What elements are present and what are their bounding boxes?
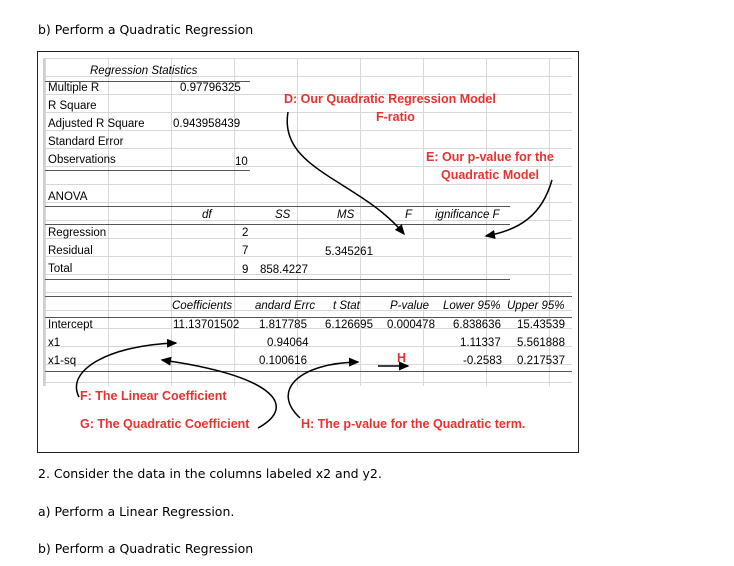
- coef-p: 0.000478: [387, 319, 435, 331]
- anova-row-label: Total: [48, 263, 73, 275]
- heading-top: b) Perform a Quadratic Regression: [38, 22, 254, 37]
- arrow-d: [287, 112, 404, 234]
- regression-stats-title: Regression Statistics: [90, 65, 198, 77]
- stat-label: Standard Error: [48, 136, 124, 148]
- annotation-d-line1: D: Our Quadratic Regression Model: [284, 92, 496, 106]
- annotation-d-line2: F-ratio: [376, 110, 415, 124]
- arrow-g: [162, 360, 276, 428]
- anova-df: 7: [242, 245, 249, 257]
- coef-header: t Stat: [333, 300, 360, 312]
- question-2: 2. Consider the data in the columns labeled x2 and y2.: [38, 466, 382, 481]
- coef-lower: -0.2583: [463, 355, 503, 367]
- anova-header-ss: SS: [275, 209, 291, 221]
- coef-upper: 0.217537: [517, 355, 565, 367]
- annotation-g-label: G: The Quadratic Coefficient: [80, 417, 250, 431]
- anova-header-ms: MS: [337, 209, 355, 221]
- coef-t: 6.126695: [325, 319, 373, 331]
- coef-upper: 15.43539: [517, 319, 565, 331]
- stat-label: Adjusted R Square: [48, 118, 145, 130]
- arrow-h-left: [288, 362, 358, 418]
- anova-title: ANOVA: [48, 191, 88, 203]
- arrow-e: [486, 180, 552, 236]
- arrow-f: [76, 343, 176, 397]
- annotation-e-line1: E: Our p-value for the: [426, 150, 554, 164]
- coef-value: 11.13701502: [173, 319, 240, 331]
- coef-header: Upper 95%: [507, 300, 565, 312]
- coef-row-label: x1: [48, 337, 61, 349]
- coef-header: P-value: [390, 300, 429, 312]
- anova-row-label: Residual: [48, 245, 93, 257]
- part-a: a) Perform a Linear Regression.: [38, 504, 235, 519]
- anova-df: 2: [242, 227, 249, 239]
- anova-header-df: df: [202, 209, 212, 221]
- anova-ss: 858.4227: [260, 264, 308, 276]
- annotation-e-line2: Quadratic Model: [441, 168, 539, 182]
- anova-header-f: F: [405, 209, 413, 221]
- part-b: b) Perform a Quadratic Regression: [38, 541, 254, 556]
- anova-ms: 5.345261: [325, 246, 373, 258]
- annotation-f-label: F: The Linear Coefficient: [80, 389, 227, 403]
- annotation-h-marker: H: [397, 351, 407, 365]
- stat-label: Multiple R: [48, 82, 100, 94]
- anova-header-sig: ignificance F: [435, 209, 500, 221]
- coef-lower: 1.11337: [460, 337, 501, 349]
- coef-se: 0.94064: [267, 337, 309, 349]
- coef-row-label: x1-sq: [48, 355, 77, 367]
- stat-value: 10: [235, 156, 248, 168]
- coef-row-label: Intercept: [48, 319, 93, 331]
- stat-value: 0.97796325: [180, 82, 241, 94]
- coef-lower: 6.838636: [453, 319, 501, 331]
- coef-header: andard Errc: [255, 300, 316, 312]
- coef-se: 0.100616: [259, 355, 307, 367]
- anova-row-label: Regression: [48, 227, 107, 239]
- stat-label: Observations: [48, 154, 116, 166]
- anova-df: 9: [242, 264, 249, 276]
- stat-value: 0.943958439: [173, 118, 241, 130]
- stat-label: R Square: [48, 100, 97, 112]
- coef-se: 1.817785: [259, 319, 307, 331]
- coef-upper: 5.561888: [517, 337, 565, 349]
- coef-header: Coefficients: [172, 300, 233, 312]
- annotation-h-label: H: The p-value for the Quadratic term.: [301, 417, 526, 431]
- coef-header: Lower 95%: [443, 300, 501, 312]
